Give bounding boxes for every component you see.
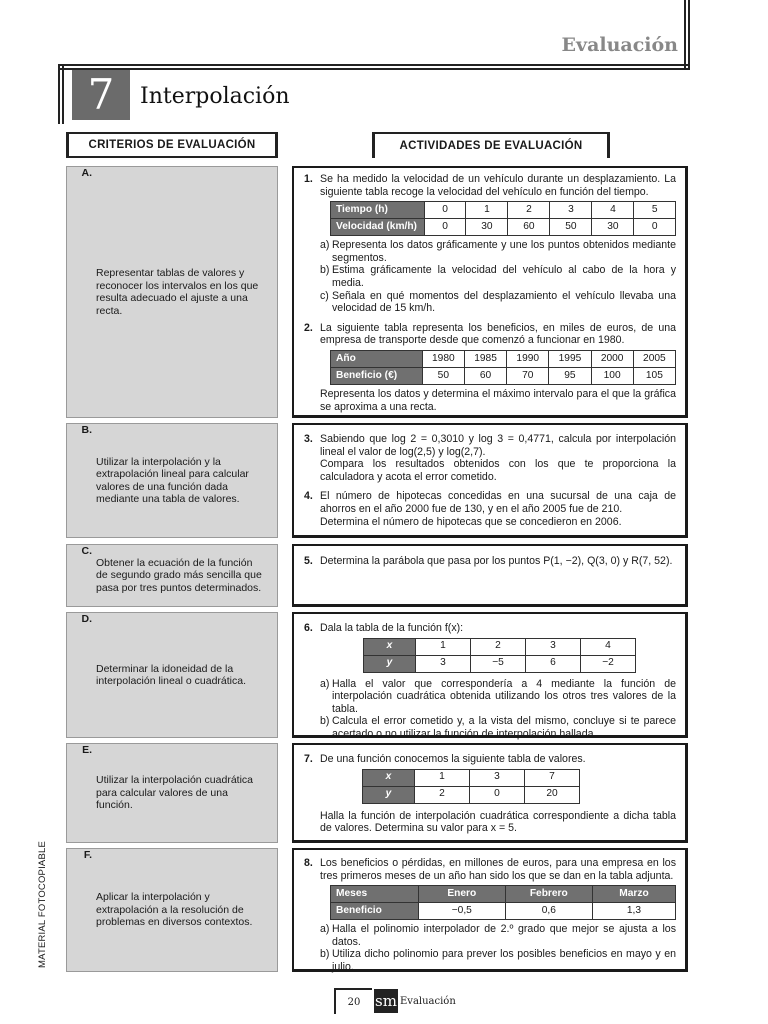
criterion-text: Determinar la idoneidad de la interpolación lineal o cuadrática. [96,662,247,687]
table-cell: 60 [508,219,550,236]
question-number: 8. [304,857,313,869]
table-row-header: Beneficio (€) [331,367,423,384]
sub-letter: b) [320,948,330,961]
activity-box-c [292,544,688,607]
criterion-letter: D. [81,613,92,625]
sub-letter: b) [320,715,330,728]
section-title: Evaluación [561,34,678,56]
sub-question [320,678,676,716]
monthly-profit-table [330,885,676,920]
criterion-text: Utilizar la interpolación y la extrapolación lineal para calcular valores de una función dada mediante una tabla de valores. [96,455,249,505]
table-row-header: x [363,769,415,786]
table-cell: 30 [592,219,634,236]
speed-table [330,201,676,236]
table-col-header: Meses [331,886,419,903]
activity-box-a [292,166,688,418]
activity-box-f [292,848,688,972]
question-text: Sabiendo que log 2 = 0,3010 y log 3 = 0,4771, calcula por interpolación lineal el valor de log(2,5) y log(2,7). [320,433,676,458]
question-6 [304,622,676,635]
table-cell: 4 [581,638,636,655]
table-cell: 60 [464,367,506,384]
table-cell: 2 [471,638,526,655]
sub-text: Estima gráficamente la velocidad del vehículo al cabo de la hora y media. [332,264,676,289]
table-cell: 3 [470,769,525,786]
question-4 [304,490,676,515]
table-cell: 1 [416,638,471,655]
profit-table [330,350,676,385]
unit-number: 7 [72,70,130,120]
sub-question [320,948,676,973]
table-cell: 1995 [549,350,591,367]
question-1 [304,173,676,198]
sub-text: Calcula el error cometido y, a la vista del mismo, concluye si te parece acertado o no utilizar la función de interpolación hallada. [332,715,676,740]
table-cell: 1985 [464,350,506,367]
sub-text: Utiliza dicho polinomio para prever los posibles beneficios en mayo y en julio. [332,948,676,973]
table-cell: 1,3 [592,903,675,920]
question-8 [304,857,676,882]
sub-question [320,239,676,264]
table-row-header: Año [331,350,423,367]
question-text: De una función conocemos la siguiente tabla de valores. [320,753,586,765]
criteria-heading: CRITERIOS DE EVALUACIÓN [66,132,278,158]
criterion-text: Representar tablas de valores y reconocer los intervalos en los que resulta adecuado el ajuste a una recta. [96,267,259,317]
question-number: 2. [304,321,313,334]
question-number: 4. [304,490,313,503]
sub-question [320,923,676,948]
criterion-a [66,166,278,418]
table-cell: 50 [422,367,464,384]
activities-heading: ACTIVIDADES DE EVALUACIÓN [372,132,610,158]
table-cell: 2 [508,202,550,219]
question-3 [304,433,676,458]
activity-box-b [292,423,688,538]
criterion-f [66,848,278,972]
page-number: 20 [334,988,372,1014]
sub-text: Señala en qué momentos del desplazamiento el vehículo llevaba una velocidad de 15 km/h. [332,289,676,315]
question-followup: Representa los datos y determina el máximo intervalo para el que la gráfica se aproxima a una recta. [320,387,676,413]
table-row-header: x [364,638,416,655]
publisher-logo: sm [374,989,398,1013]
table-col-header: Febrero [505,886,592,903]
question-number: 6. [304,622,313,634]
table-cell: 2 [415,786,470,803]
table-cell: 100 [591,367,633,384]
side-label: MATERIAL FOTOCOPIABLE [37,840,48,968]
unit-title: Interpolación [140,84,290,109]
question-number: 5. [304,555,313,567]
table-cell: 50 [550,219,592,236]
frame-line-horizontal [58,64,690,70]
table-col-header: Enero [418,886,505,903]
table-cell: 2000 [591,350,633,367]
table-cell: 1990 [507,350,549,367]
question-number: 7. [304,753,313,765]
table-row-header: Tiempo (h) [331,202,425,219]
activity-box-e [292,743,688,843]
table-cell: 70 [507,367,549,384]
table-row-header: y [363,786,415,803]
criterion-letter: F. [83,849,92,861]
sub-question [320,715,676,740]
question-2 [304,322,676,347]
table-cell: −2 [581,655,636,672]
sub-text: Halla el valor que correspondería a 4 mediante la función de interpolación cuadrática obtenida utilizando los otros tres valores de la tabla. [332,677,676,715]
table-cell: 4 [592,202,634,219]
sub-text: Representa los datos gráficamente y une los puntos obtenidos mediante segmentos. [332,239,676,264]
table-cell: 5 [634,202,676,219]
criterion-text: Aplicar la interpolación y extrapolación a la resolución de problemas en diversos contextos. [96,891,253,929]
table-cell: 1 [466,202,508,219]
sub-letter: c) [320,289,329,302]
table-cell: 105 [633,367,675,384]
table-cell: 95 [549,367,591,384]
question-text: El número de hipotecas concedidas en una sucursal de una caja de ahorros en el año 2000 fue de 130, y en el año 2005 fue de 210. [320,490,676,515]
question-followup: Halla la función de interpolación cuadrática correspondiente a dicha tabla de valores. Determina su valor para x = 5. [320,809,676,835]
table-cell: 0 [470,786,525,803]
table-cell: 0,6 [505,903,592,920]
question-number: 3. [304,433,313,445]
table-cell: 1 [415,769,470,786]
sub-letter: a) [320,923,330,936]
sub-letter: a) [320,239,330,252]
table-row-header: Velocidad (km/h) [331,219,425,236]
table-cell: 30 [466,219,508,236]
table-cell: 0 [424,219,466,236]
table-cell: −5 [471,655,526,672]
criterion-c [66,544,278,607]
table-cell: 2005 [633,350,675,367]
sub-letter: a) [320,677,330,690]
criterion-d [66,612,278,738]
criterion-text: Utilizar la interpolación cuadrática para calcular valores de una función. [96,774,253,812]
question-followup: Compara los resultados obtenidos con los que te proporciona la calculadora y acota el error cometido. [320,458,676,483]
question-text: Los beneficios o pérdidas, en millones de euros, para una empresa en los tres primeros meses de un año han sido los que se dan en la tabla adjunta. [320,857,676,882]
table-cell: 3 [526,638,581,655]
sub-question [320,264,676,289]
criterion-e [66,743,278,843]
criterion-letter: C. [81,545,92,557]
table-row-header: Beneficio [331,903,419,920]
criterion-b [66,423,278,538]
table-cell: 3 [416,655,471,672]
question-5 [304,555,676,568]
criterion-letter: E. [82,744,92,756]
values-table [362,769,580,804]
table-cell: 7 [525,769,580,786]
table-row-header: y [364,655,416,672]
activity-box-d [292,612,688,738]
function-table [363,638,636,673]
footer-label: Evaluación [400,995,456,1007]
question-text: Se ha medido la velocidad de un vehículo durante un desplazamiento. La siguiente tabla recoge la velocidad del vehículo en función del tiempo. [320,173,676,198]
question-text: Dala la tabla de la función f(x): [320,622,464,634]
sub-question [320,290,676,315]
question-followup: Determina el número de hipotecas que se concedieron en 2006. [320,515,622,528]
sub-text: Halla el polinomio interpolador de 2.º grado que mejor se ajusta a los datos. [332,923,676,948]
table-col-header: Marzo [592,886,675,903]
frame-line-left [58,64,64,124]
criterion-text: Obtener la ecuación de la función de segundo grado más sencilla que pasa por tres puntos determinados. [96,556,262,594]
table-cell: 6 [526,655,581,672]
criterion-letter: B. [81,424,92,436]
table-cell: 0 [634,219,676,236]
question-number: 1. [304,173,313,185]
table-cell: 20 [525,786,580,803]
table-cell: −0,5 [418,903,505,920]
page-footer [334,988,456,1014]
frame-line-vertical [684,0,690,68]
criterion-letter: A. [81,167,92,179]
table-cell: 3 [550,202,592,219]
sub-letter: b) [320,264,330,277]
table-cell: 1980 [422,350,464,367]
question-text: Determina la parábola que pasa por los puntos P(1, −2), Q(3, 0) y R(7, 52). [320,555,673,567]
table-cell: 0 [424,202,466,219]
question-text: La siguiente tabla representa los beneficios, en miles de euros, de una empresa de transporte desde que comenzó a funcionar en 1980. [320,321,676,347]
question-7 [304,753,676,766]
